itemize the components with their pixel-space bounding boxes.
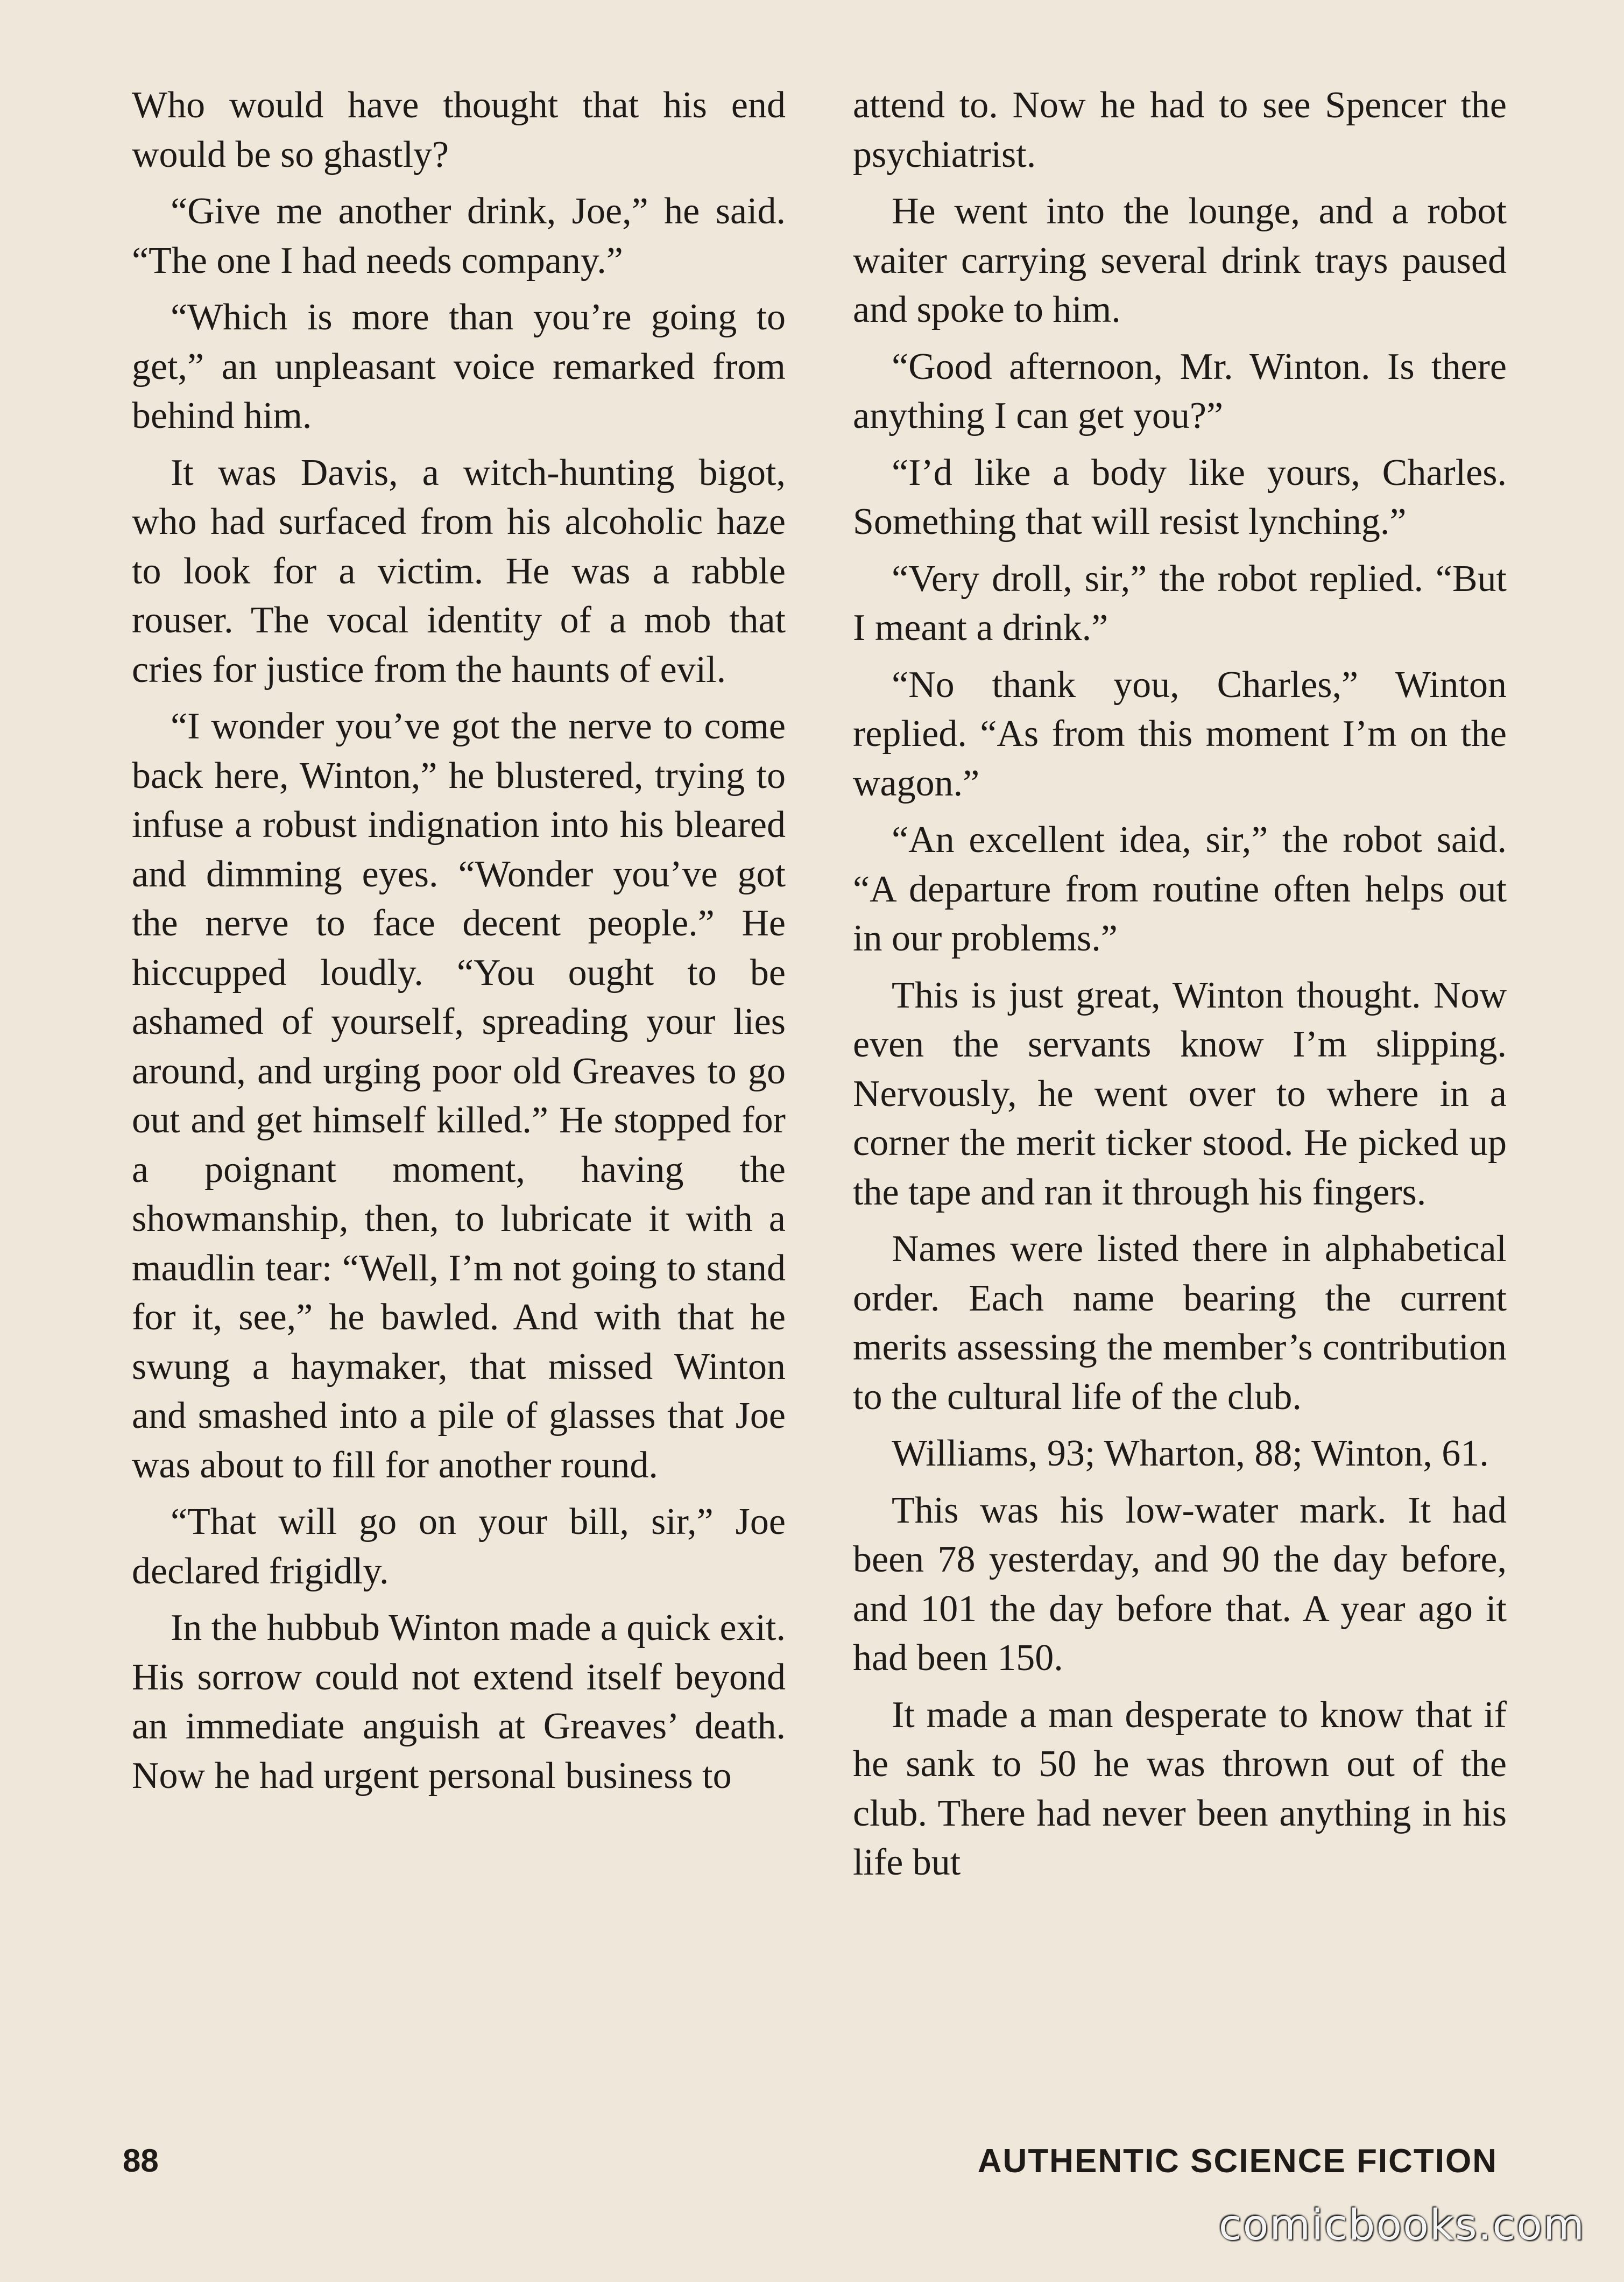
paragraph: “Good afternoon, Mr. Winton. Is there anything I can get you?”: [853, 346, 1507, 436]
paragraph: It was Davis, a witch-hunting bigot, who had surfaced from his alcoholic haze to look for a victim. He was a rabble rouser. The vocal identity of a mob that cries for justice from the haunts of evil.: [132, 452, 786, 691]
paragraph: “I’d like a body like yours, Charles. Something that will resist lynching.”: [853, 452, 1507, 543]
right-text-column: [853, 81, 1507, 1895]
paragraph: Names were listed there in alphabetical order. Each name bearing the current merits assessing the member’s contribution to the cultural life of the club.: [853, 1228, 1507, 1418]
paragraph: “Give me another drink, Joe,” he said. “The one I had needs company.”: [132, 191, 786, 281]
paragraph: “That will go on your bill, sir,” Joe declared frigidly.: [132, 1501, 786, 1592]
paragraph: attend to. Now he had to see Spencer the psychiatrist.: [853, 84, 1507, 175]
paragraph: “An excellent idea, sir,” the robot said. “A departure from routine often helps out in our problems.”: [853, 819, 1507, 959]
watermark: comicbooks.com: [1218, 2201, 1585, 2250]
paragraph: In the hubbub Winton made a quick exit. His sorrow could not extend itself beyond an immediate anguish at Greaves’ death. Now he had urgent personal business to: [132, 1607, 786, 1797]
paragraph: “Which is more than you’re going to get,” an unpleasant voice remarked from behind him.: [132, 297, 786, 436]
paragraph: Who would have thought that his end would be so ghastly?: [132, 84, 786, 175]
left-text-column: [132, 81, 786, 1808]
paragraph: “Very droll, sir,” the robot replied. “But I meant a drink.”: [853, 558, 1507, 649]
paragraph: “No thank you, Charles,” Winton replied. “As from this moment I’m on the wagon.”: [853, 664, 1507, 804]
paragraph: This is just great, Winton thought. Now even the servants know I’m slipping. Nervously, he went over to where in a corner the merit ticker stood. He picked up the tape and ran it through his fingers.: [853, 974, 1507, 1213]
paragraph: Williams, 93; Wharton, 88; Winton, 61.: [892, 1433, 1489, 1474]
paragraph: He went into the lounge, and a robot waiter carrying several drink trays paused and spoke to him.: [853, 191, 1507, 330]
paragraph: “I wonder you’ve got the nerve to come back here, Winton,” he blustered, trying to infuse a robust indignation into his bleared and dimming eyes. “Wonder you’ve got the nerve to face decent people.” He hiccupped loudly. “You ought to be ashamed of yourself, spreading your lies around, and urging poor old Greaves to go out and get himself killed.” He stopped for a poignant moment, having the showmanship, then, to lubricate it with a maudlin tear: “Well, I’m not going to stand for it, see,” he bawled. And with that he swung a haymaker, that missed Winton and smashed into a pile of glasses that Joe was about to fill for another round.: [132, 706, 786, 1486]
page-number: 88: [123, 2143, 159, 2179]
paragraph: This was his low-water mark. It had been 78 yesterday, and 90 the day before, and 101 the day before that. A year ago it had been 150.: [853, 1489, 1507, 1679]
paragraph: It made a man desperate to know that if he sank to 50 he was thrown out of the club. There had never been anything in his life but: [853, 1694, 1507, 1883]
magazine-title: AUTHENTIC SCIENCE FICTION: [977, 2143, 1498, 2180]
